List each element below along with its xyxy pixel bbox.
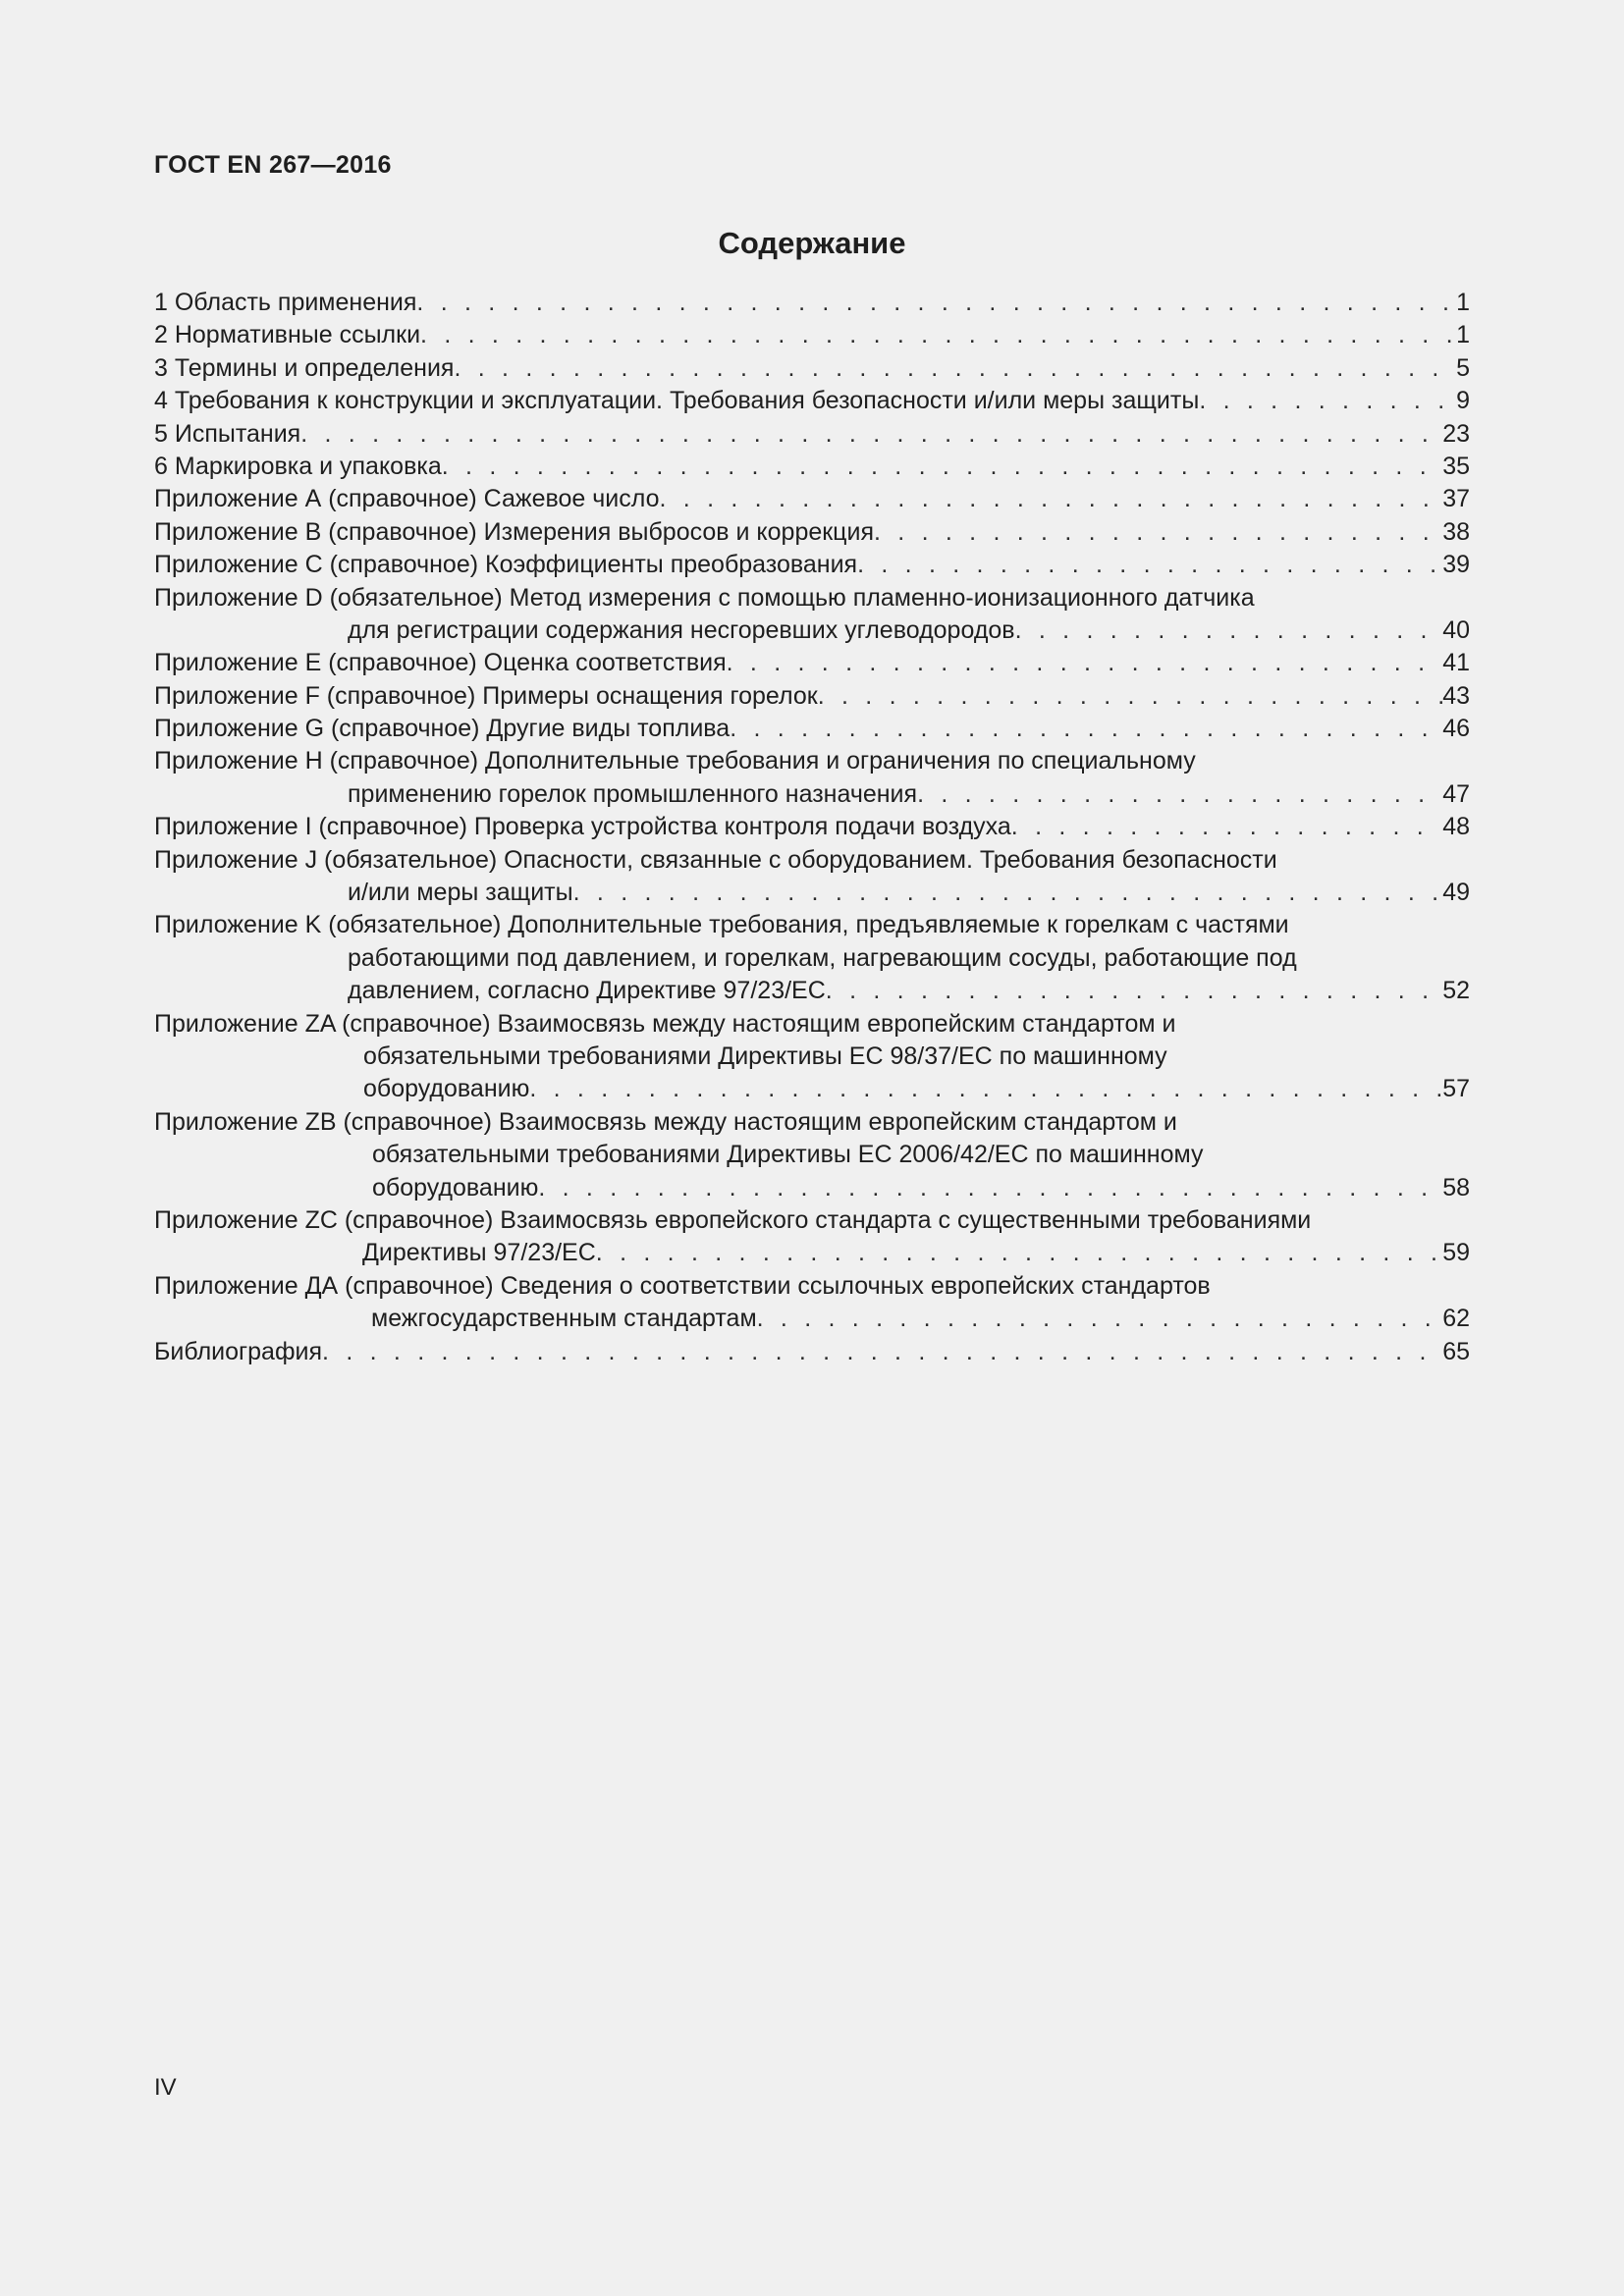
toc-entry-last-line xyxy=(154,614,1470,647)
dot-leader xyxy=(857,549,1442,581)
toc-entry-text: Приложение D (обязательное) Метод измерения с помощью пламенно-ионизационного датчика xyxy=(154,583,1255,612)
dot-leader xyxy=(826,975,1442,1007)
toc-page-number: 43 xyxy=(1442,681,1470,710)
toc-entry-text: 6 Маркировка и упаковка xyxy=(154,451,442,483)
toc-entry-text: 1 Область применения xyxy=(154,287,416,319)
dot-leader xyxy=(660,483,1443,515)
dot-leader xyxy=(596,1237,1442,1269)
dot-leader xyxy=(538,1172,1442,1204)
toc-entry-text: Приложение В (справочное) Измерения выбросов и коррекция xyxy=(154,516,874,549)
toc-entry[interactable] xyxy=(154,1106,1470,1204)
toc-entry-text: Директивы 97/23/ЕС xyxy=(362,1237,596,1269)
toc-entry[interactable] xyxy=(154,516,1470,549)
toc-entry-text: Приложение ZC (справочное) Взаимосвязь европейского стандарта с существенными требованиями xyxy=(154,1205,1312,1234)
toc-entry-last-line xyxy=(154,1237,1470,1269)
toc-entry-text: 3 Термины и определения xyxy=(154,352,454,385)
table-of-contents xyxy=(154,287,1470,1368)
dot-leader xyxy=(416,287,1456,319)
toc-entry-text: оборудованию xyxy=(363,1073,529,1105)
toc-page-number: 41 xyxy=(1442,649,1470,677)
toc-entry[interactable] xyxy=(154,385,1470,417)
toc-entry-line xyxy=(154,909,1470,941)
toc-page-number: 38 xyxy=(1442,517,1470,546)
dot-leader xyxy=(442,451,1442,483)
page-number: IV xyxy=(154,2074,177,2101)
toc-entry-text: Приложение А (справочное) Сажевое число xyxy=(154,483,660,515)
toc-entry-last-line xyxy=(154,516,1470,549)
toc-page-number: 49 xyxy=(1442,879,1470,907)
toc-entry-text: 4 Требования к конструкции и эксплуатации. Требования безопасности и/или меры защиты xyxy=(154,385,1199,417)
toc-entry-text: Приложение ZA (справочное) Взаимосвязь между настоящим европейским стандартом и xyxy=(154,1009,1176,1038)
toc-entry[interactable] xyxy=(154,1336,1470,1368)
toc-entry-text: Приложение Е (справочное) Оценка соответствия xyxy=(154,647,727,679)
toc-page-number: 47 xyxy=(1442,779,1470,808)
document-header: ГОСТ EN 267—2016 xyxy=(154,151,392,179)
toc-entry-last-line xyxy=(154,418,1470,451)
toc-entry-text: Приложение I (справочное) Проверка устройства контроля подачи воздуха xyxy=(154,811,1011,843)
toc-entry[interactable] xyxy=(154,319,1470,351)
toc-entry-line xyxy=(154,1204,1470,1237)
toc-page-number: 62 xyxy=(1442,1305,1470,1333)
toc-entry-line xyxy=(154,745,1470,777)
toc-entry-last-line xyxy=(154,975,1470,1007)
toc-page-number: 39 xyxy=(1442,551,1470,579)
toc-page-number: 23 xyxy=(1442,419,1470,448)
toc-entry[interactable] xyxy=(154,451,1470,483)
toc-entry-line xyxy=(154,1270,1470,1303)
toc-entry-line xyxy=(154,844,1470,877)
toc-entry[interactable] xyxy=(154,549,1470,581)
toc-entry-text: для регистрации содержания несгоревших углеводородов xyxy=(348,614,1015,647)
toc-entry-last-line xyxy=(154,1073,1470,1105)
toc-entry[interactable] xyxy=(154,745,1470,811)
dot-leader xyxy=(818,680,1442,713)
toc-entry-last-line xyxy=(154,713,1470,745)
toc-page-number: 40 xyxy=(1442,615,1470,644)
toc-entry[interactable] xyxy=(154,1270,1470,1336)
toc-entry[interactable] xyxy=(154,418,1470,451)
toc-page-number: 52 xyxy=(1442,977,1470,1005)
dot-leader xyxy=(917,778,1442,811)
dot-leader xyxy=(300,418,1442,451)
toc-entry[interactable] xyxy=(154,1008,1470,1106)
toc-entry-last-line xyxy=(154,877,1470,909)
dot-leader xyxy=(1015,614,1443,647)
page-title: Содержание xyxy=(718,226,906,260)
toc-entry-last-line xyxy=(154,385,1470,417)
toc-entry-last-line xyxy=(154,1303,1470,1335)
toc-entry[interactable] xyxy=(154,483,1470,515)
toc-entry-text: Приложение ZB (справочное) Взаимосвязь между настоящим европейским стандартом и xyxy=(154,1107,1177,1136)
toc-entry-last-line xyxy=(154,287,1470,319)
dot-leader xyxy=(420,319,1456,351)
dot-leader xyxy=(1011,811,1442,843)
toc-entry[interactable] xyxy=(154,680,1470,713)
toc-entry-last-line xyxy=(154,1336,1470,1368)
toc-entry-last-line xyxy=(154,778,1470,811)
toc-entry[interactable] xyxy=(154,844,1470,910)
toc-entry[interactable] xyxy=(154,287,1470,319)
toc-entry-text: Приложение G (справочное) Другие виды топлива xyxy=(154,713,730,745)
dot-leader xyxy=(454,352,1456,385)
toc-entry[interactable] xyxy=(154,811,1470,843)
toc-entry-text: 5 Испытания xyxy=(154,418,300,451)
toc-entry-text: оборудованию xyxy=(372,1172,538,1204)
toc-entry-line xyxy=(154,1106,1470,1139)
toc-entry-line xyxy=(154,1139,1470,1171)
toc-entry[interactable] xyxy=(154,647,1470,679)
toc-entry-text: давлением, согласно Директиве 97/23/ЕС xyxy=(348,975,826,1007)
toc-entry-text: обязательными требованиями Директивы ЕС 98/37/ЕС по машинному xyxy=(363,1041,1167,1070)
toc-entry-text: и/или меры защиты xyxy=(348,877,573,909)
toc-entry-last-line xyxy=(154,811,1470,843)
toc-entry-last-line xyxy=(154,352,1470,385)
toc-entry[interactable] xyxy=(154,352,1470,385)
toc-entry[interactable] xyxy=(154,582,1470,648)
toc-entry-text: Приложение K (обязательное) Дополнительные требования, предъявляемые к горелкам с частями xyxy=(154,911,1289,939)
toc-entry-last-line xyxy=(154,319,1470,351)
dot-leader xyxy=(529,1073,1442,1105)
toc-page-number: 1 xyxy=(1456,289,1470,316)
toc-page-number: 48 xyxy=(1442,813,1470,841)
dot-leader xyxy=(730,713,1442,745)
toc-entry-last-line xyxy=(154,647,1470,679)
toc-entry-text: обязательными требованиями Директивы ЕС 2006/42/ЕС по машинному xyxy=(372,1141,1204,1169)
toc-page-number: 46 xyxy=(1442,715,1470,743)
toc-entry-last-line xyxy=(154,483,1470,515)
toc-entry[interactable] xyxy=(154,909,1470,1007)
toc-entry[interactable] xyxy=(154,1204,1470,1270)
dot-leader xyxy=(874,516,1442,549)
toc-entry-text: Приложение Н (справочное) Дополнительные требования и ограничения по специальному xyxy=(154,747,1196,775)
toc-page-number: 58 xyxy=(1442,1173,1470,1201)
toc-entry-text: Приложение ДА (справочное) Сведения о соответствии ссылочных европейских стандартов xyxy=(154,1271,1211,1300)
dot-leader xyxy=(727,647,1443,679)
toc-entry-text: межгосударственным стандартам xyxy=(371,1303,757,1335)
toc-entry-text: работающими под давлением, и горелкам, нагревающим сосуды, работающие под xyxy=(348,943,1297,972)
toc-entry-last-line xyxy=(154,549,1470,581)
toc-page-number: 1 xyxy=(1456,321,1470,349)
toc-entry[interactable] xyxy=(154,713,1470,745)
toc-entry-text: Приложение J (обязательное) Опасности, связанные с оборудованием. Требования безопасности xyxy=(154,845,1277,874)
toc-entry-text: Приложение F (справочное) Примеры оснащения горелок xyxy=(154,680,818,713)
toc-page-number: 5 xyxy=(1456,353,1470,382)
toc-entry-line xyxy=(154,582,1470,614)
toc-entry-last-line xyxy=(154,680,1470,713)
toc-entry-last-line xyxy=(154,1172,1470,1204)
dot-leader xyxy=(573,877,1443,909)
dot-leader xyxy=(322,1336,1442,1368)
toc-entry-text: применению горелок промышленного назначения xyxy=(348,778,917,811)
toc-entry-line xyxy=(154,1041,1470,1073)
dot-leader xyxy=(757,1303,1443,1335)
toc-entry-text: 2 Нормативные ссылки xyxy=(154,319,420,351)
toc-page-number: 37 xyxy=(1442,485,1470,513)
dot-leader xyxy=(1199,385,1456,417)
toc-entry-text: Библиография xyxy=(154,1336,322,1368)
toc-page-number: 9 xyxy=(1456,387,1470,415)
toc-page-number: 57 xyxy=(1442,1075,1470,1103)
toc-entry-text: Приложение С (справочное) Коэффициенты преобразования xyxy=(154,549,857,581)
toc-entry-line xyxy=(154,942,1470,975)
toc-page-number: 59 xyxy=(1442,1239,1470,1267)
toc-page-number: 35 xyxy=(1442,452,1470,480)
toc-entry-last-line xyxy=(154,451,1470,483)
toc-page-number: 65 xyxy=(1442,1337,1470,1365)
toc-entry-line xyxy=(154,1008,1470,1041)
